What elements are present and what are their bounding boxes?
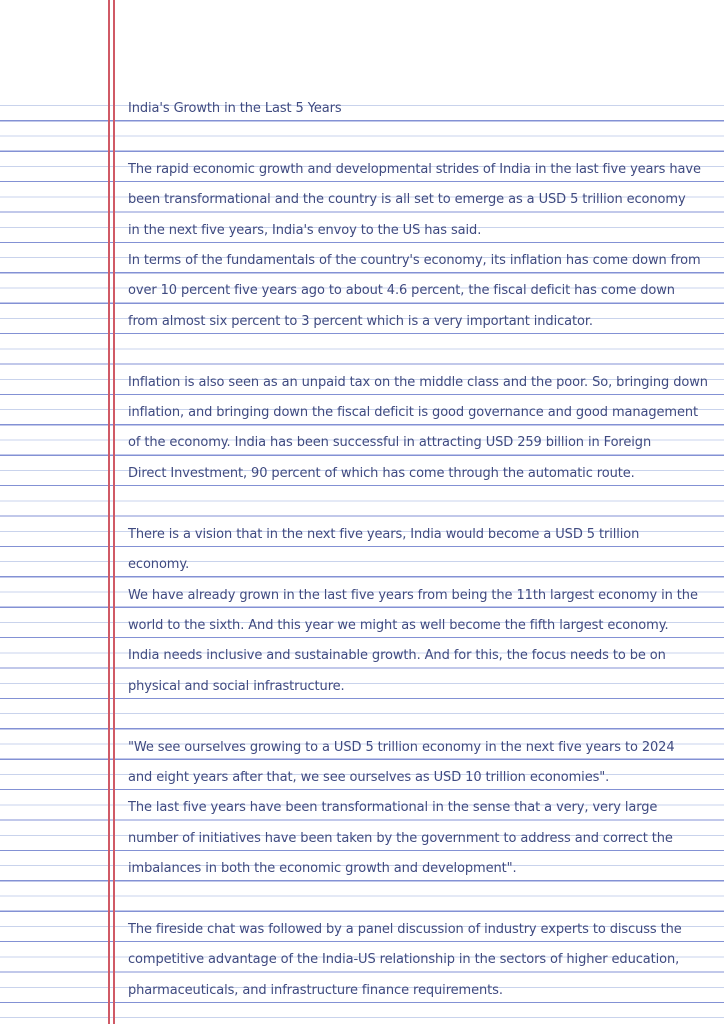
margin-line-left xyxy=(108,0,110,1024)
text-line: number of initiatives have been taken by the government to address and correct the xyxy=(128,830,673,846)
text-line: world to the sixth. And this year we might as well become the fifth largest economy. xyxy=(128,617,669,633)
text-line: Direct Investment, 90 percent of which has come through the automatic route. xyxy=(128,465,635,481)
text-line xyxy=(128,337,704,367)
text-line: imbalances in both the economic growth and development". xyxy=(128,861,517,877)
text-line: The fireside chat was followed by a panel discussion of industry experts to discuss the xyxy=(128,921,682,937)
text-line xyxy=(128,489,704,519)
text-line: in the next five years, India's envoy to the US has said. xyxy=(128,222,482,238)
document-title: India's Growth in the Last 5 Years xyxy=(128,101,342,116)
text-line xyxy=(128,702,704,732)
text-line: The last five years have been transformational in the sense that a very, very large xyxy=(128,800,658,816)
text-line: There is a vision that in the next five years, India would become a USD 5 trillion xyxy=(128,526,640,542)
text-line: pharmaceuticals, and infrastructure finance requirements. xyxy=(128,982,503,998)
text-line: "We see ourselves growing to a USD 5 trillion economy in the next five years to 2024 xyxy=(128,739,675,755)
text-line xyxy=(128,124,704,154)
text-line: from almost six percent to 3 percent which is a very important indicator. xyxy=(128,313,593,329)
text-line: Inflation is also seen as an unpaid tax on the middle class and the poor. So, bringing down xyxy=(128,374,708,390)
text-line: physical and social infrastructure. xyxy=(128,678,345,694)
text-line: In terms of the fundamentals of the country's economy, its inflation has come down from xyxy=(128,253,701,269)
handwritten-text xyxy=(128,94,708,1006)
text-line: and eight years after that, we see ourselves as USD 10 trillion economies". xyxy=(128,769,610,785)
text-line xyxy=(128,885,704,915)
text-line: over 10 percent five years ago to about 4.6 percent, the fiscal deficit has come down xyxy=(128,283,675,299)
text-line: been transformational and the country is all set to emerge as a USD 5 trillion economy xyxy=(128,192,686,208)
text-line: We have already grown in the last five years from being the 11th largest economy in the xyxy=(128,587,698,603)
text-line: economy. xyxy=(128,557,190,573)
margin-line-right xyxy=(113,0,115,1024)
text-line: competitive advantage of the India-US relationship in the sectors of higher education, xyxy=(128,952,680,968)
text-line: The rapid economic growth and developmental strides of India in the last five years have xyxy=(128,161,701,177)
text-line: India needs inclusive and sustainable growth. And for this, the focus needs to be on xyxy=(128,648,666,664)
text-line: of the economy. India has been successful in attracting USD 259 billion in Foreign xyxy=(128,435,652,451)
text-line: inflation, and bringing down the fiscal deficit is good governance and good management xyxy=(128,405,699,421)
